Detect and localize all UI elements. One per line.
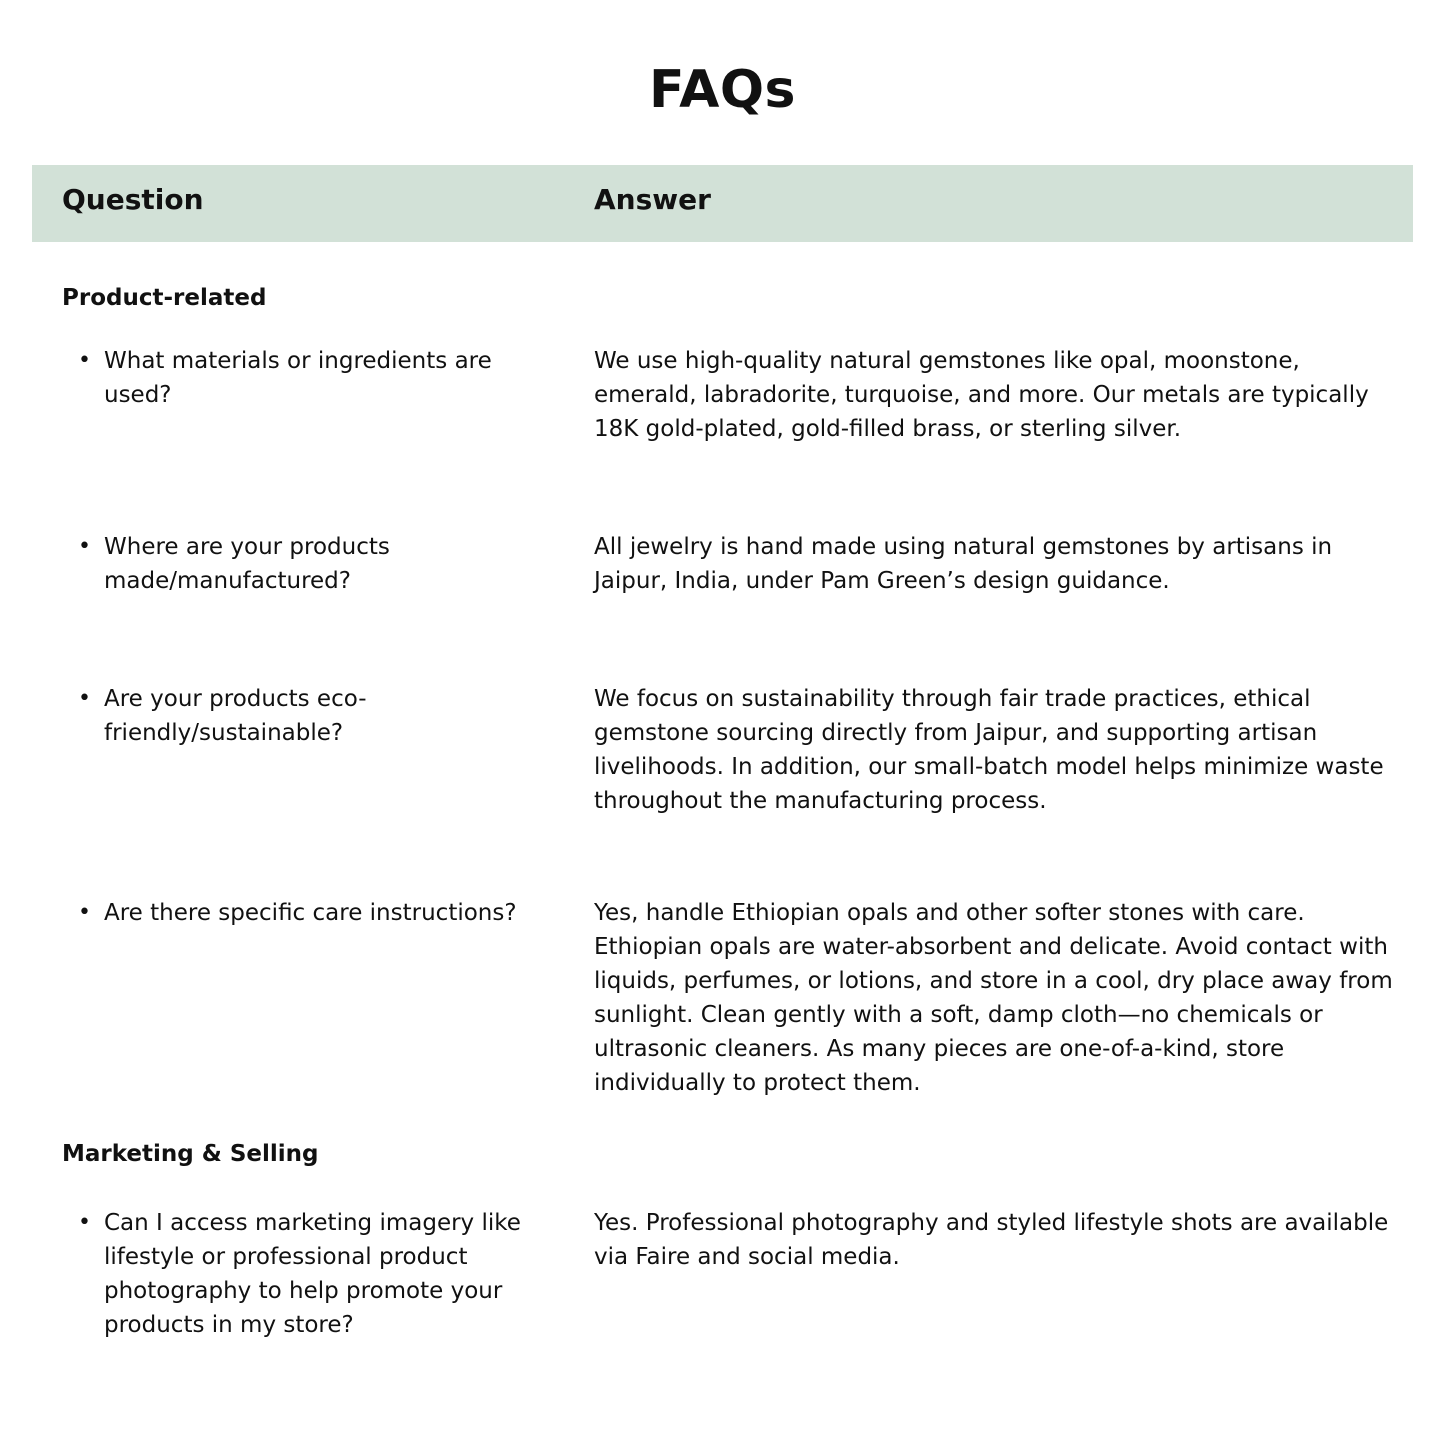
table-header-bar [32, 165, 1413, 242]
bullet-icon: • [78, 348, 91, 373]
question-text: Are your products eco-friendly/sustainable? [104, 686, 367, 746]
faq-answer: Yes. Professional photography and styled lifestyle shots are available via Faire and social media. [594, 1210, 1389, 1270]
question-text: Where are your products made/manufactured? [104, 534, 390, 594]
bullet-icon: • [78, 686, 91, 711]
question-text: Are there specific care instructions? [104, 900, 517, 926]
bullet-icon: • [78, 534, 91, 559]
question-column-header: Question [62, 183, 204, 216]
answer-column-header: Answer [594, 183, 711, 216]
faq-question [78, 1206, 548, 1342]
faq-answer: All jewelry is hand made using natural gemstones by artisans in Jaipur, India, under Pam Green’s design guidance. [594, 534, 1333, 594]
faq-answer: We focus on sustainability through fair trade practices, ethical gemstone sourcing directly from Jaipur, and supporting artisan livelihoods. In addition, our small-batch model helps minimize waste throughout the manufacturing process. [594, 686, 1384, 814]
page-title: FAQs [649, 60, 796, 120]
faq-question [78, 896, 548, 930]
section-title-product-related: Product-related [62, 285, 267, 311]
faq-question [78, 682, 548, 750]
section-title-marketing-selling: Marketing & Selling [62, 1141, 319, 1167]
faq-answer: Yes, handle Ethiopian opals and other softer stones with care. Ethiopian opals are water-absorbent and delicate. Avoid contact with liquids, perfumes, or lotions, and store in a cool, dry place away from sunlight. Clean gently with a soft, damp cloth—no chemicals or ultrasonic cleaners. As many pieces are one-of-a-kind, store individually to protect them. [594, 900, 1393, 1096]
bullet-icon: • [78, 900, 91, 925]
faq-question [78, 530, 548, 598]
bullet-icon: • [78, 1210, 91, 1235]
faq-question [78, 344, 548, 412]
question-text: Can I access marketing imagery like lifestyle or professional product photography to help promote your products in my store? [104, 1210, 521, 1338]
faq-answer: We use high-quality natural gemstones like opal, moonstone, emerald, labradorite, turquoise, and more. Our metals are typically 18K gold-plated, gold-filled brass, or sterling silver. [594, 348, 1369, 442]
question-text: What materials or ingredients are used? [104, 348, 492, 408]
